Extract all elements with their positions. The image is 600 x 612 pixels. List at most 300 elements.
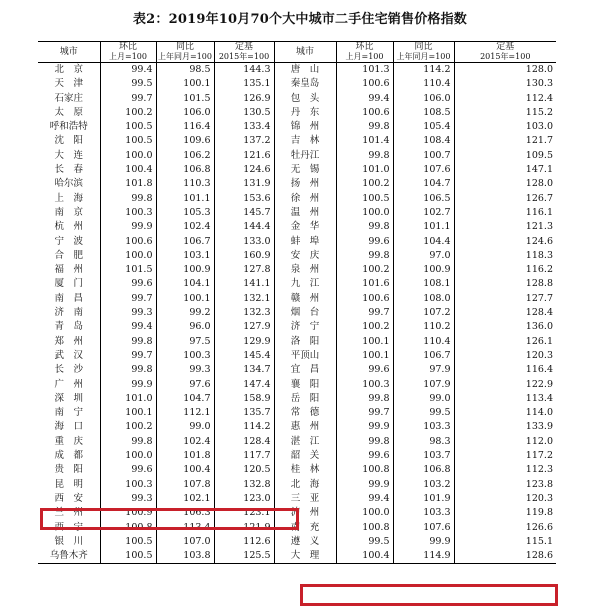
mom-value-right: 100.2: [336, 177, 393, 191]
yoy-value-right: 103.2: [393, 478, 454, 492]
table-row: [38, 277, 556, 291]
city-name-right: 无 锡: [274, 163, 336, 177]
city-name-right: 扬 州: [274, 177, 336, 191]
fixed-value: 160.9: [214, 249, 274, 263]
mom-value-right: 100.2: [336, 263, 393, 277]
city-name: 宁 波: [54, 235, 83, 247]
fixed-value: 130.5: [214, 106, 274, 120]
yoy-value-right: 97.0: [393, 249, 454, 263]
yoy-value-right: 99.9: [393, 535, 454, 549]
mom-value-right: 99.7: [336, 306, 393, 320]
fixed-value-right: 122.9: [454, 378, 556, 392]
city-name: 乌鲁木齐: [38, 549, 100, 564]
fixed-value: 123.0: [214, 492, 274, 506]
city-name: 天 津: [54, 78, 83, 90]
fixed-value-right: 126.6: [454, 521, 556, 535]
table-row: [38, 192, 556, 206]
city-name: 济 南: [54, 307, 83, 319]
fixed-value-right: 120.3: [454, 349, 556, 363]
yoy-value: 104.7: [156, 392, 214, 406]
mom-value: 101.0: [100, 392, 156, 406]
yoy-value: 97.6: [156, 378, 214, 392]
mom-value: 99.8: [100, 192, 156, 206]
mom-value: 99.3: [100, 306, 156, 320]
yoy-value-right: 106.8: [393, 463, 454, 477]
yoy-value: 99.2: [156, 306, 214, 320]
mom-value: 99.9: [100, 378, 156, 392]
mom-value: 99.4: [100, 320, 156, 334]
city-name: 石家庄: [54, 92, 83, 104]
subheader-yoy-right: 上年同月=100: [393, 52, 454, 63]
fixed-value: 132.8: [214, 478, 274, 492]
yoy-value-right: 99.5: [393, 406, 454, 420]
mom-value: 99.8: [100, 435, 156, 449]
yoy-value: 99.0: [156, 420, 214, 434]
city-name-right: 秦皇岛: [274, 77, 336, 91]
fixed-value: 127.8: [214, 263, 274, 277]
yoy-value-right: 103.7: [393, 449, 454, 463]
fixed-value: 134.7: [214, 363, 274, 377]
yoy-value: 104.1: [156, 277, 214, 291]
yoy-value: 101.8: [156, 449, 214, 463]
yoy-value: 99.3: [156, 363, 214, 377]
fixed-value-right: 128.0: [454, 177, 556, 191]
table-row: [38, 92, 556, 106]
mom-value: 99.8: [100, 363, 156, 377]
subheader-fixed-right: 2015年=100: [454, 52, 556, 63]
yoy-value: 100.9: [156, 263, 214, 277]
city-name: 南 昌: [54, 292, 83, 304]
table-row: [38, 149, 556, 163]
fixed-value-right: 120.3: [454, 492, 556, 506]
city-name-right: 岳 阳: [274, 392, 336, 406]
mom-value: 99.3: [100, 492, 156, 506]
city-name-right: 赣 州: [274, 292, 336, 306]
mom-value-right: 100.1: [336, 335, 393, 349]
city-name: 成 都: [54, 450, 83, 462]
city-name: 深 圳: [54, 392, 83, 404]
yoy-value-right: 99.0: [393, 392, 454, 406]
city-name-right: 牡丹江: [274, 149, 336, 163]
city-name-right: 南 充: [274, 521, 336, 535]
fixed-value-right: 116.1: [454, 206, 556, 220]
mom-value: 99.7: [100, 292, 156, 306]
city-name: 杭 州: [54, 221, 83, 233]
header-city-right: 城市: [274, 42, 336, 63]
fixed-value-right: 115.1: [454, 535, 556, 549]
table-row: [38, 235, 556, 249]
fixed-value-right: 103.0: [454, 120, 556, 134]
table-row: [38, 449, 556, 463]
yoy-value-right: 107.2: [393, 306, 454, 320]
table-row: [38, 420, 556, 434]
mom-value-right: 100.2: [336, 320, 393, 334]
mom-value-right: 99.8: [336, 220, 393, 234]
table-row: [38, 492, 556, 506]
fixed-value: 153.6: [214, 192, 274, 206]
mom-value-right: 99.9: [336, 420, 393, 434]
header-mom-right: 环比: [336, 42, 393, 53]
fixed-value: 126.9: [214, 92, 274, 106]
city-name: 南 宁: [54, 407, 83, 419]
fixed-value-right: 112.4: [454, 92, 556, 106]
fixed-value: 141.1: [214, 277, 274, 291]
yoy-value-right: 104.7: [393, 177, 454, 191]
fixed-value: 132.1: [214, 292, 274, 306]
city-name-right: 锦 州: [274, 120, 336, 134]
yoy-value-right: 107.9: [393, 378, 454, 392]
fixed-value-right: 117.2: [454, 449, 556, 463]
mom-value-right: 100.0: [336, 206, 393, 220]
fixed-value: 112.6: [214, 535, 274, 549]
city-name-right: 宜 昌: [274, 363, 336, 377]
table-row: [38, 335, 556, 349]
table-row: [38, 249, 556, 263]
city-name: 西 安: [54, 492, 83, 504]
mom-value: 100.5: [100, 120, 156, 134]
yoy-value-right: 107.6: [393, 163, 454, 177]
city-name-right: 大 理: [274, 549, 336, 564]
header-city: 城市: [38, 42, 100, 63]
table-row: [38, 320, 556, 334]
yoy-value: 103.1: [156, 249, 214, 263]
city-name-right: 遵 义: [274, 535, 336, 549]
mom-value-right: 99.6: [336, 235, 393, 249]
yoy-value-right: 104.4: [393, 235, 454, 249]
yoy-value-right: 102.7: [393, 206, 454, 220]
fixed-value-right: 128.4: [454, 306, 556, 320]
city-name: 昆 明: [54, 478, 83, 490]
fixed-value: 121.9: [214, 521, 274, 535]
fixed-value-right: 126.7: [454, 192, 556, 206]
table-row: [38, 378, 556, 392]
city-name: 长 沙: [54, 364, 83, 376]
city-name-right: 唐 山: [274, 63, 336, 78]
yoy-value-right: 114.2: [393, 63, 454, 78]
mom-value-right: 101.3: [336, 63, 393, 78]
city-name-right: 北 海: [274, 478, 336, 492]
subheader-mom-right: 上月=100: [336, 52, 393, 63]
yoy-value-right: 108.4: [393, 134, 454, 148]
mom-value-right: 99.8: [336, 435, 393, 449]
fixed-value-right: 128.0: [454, 63, 556, 78]
mom-value-right: 99.5: [336, 535, 393, 549]
city-name: 西 宁: [54, 521, 83, 533]
header-row: [38, 42, 556, 53]
mom-value: 100.0: [100, 249, 156, 263]
yoy-value: 102.4: [156, 220, 214, 234]
yoy-value-right: 100.9: [393, 263, 454, 277]
city-name: 银 川: [54, 535, 83, 547]
header-mom: 环比: [100, 42, 156, 53]
fixed-value-right: 121.3: [454, 220, 556, 234]
yoy-value-right: 105.4: [393, 120, 454, 134]
table-row: [38, 463, 556, 477]
fixed-value-right: 118.3: [454, 249, 556, 263]
fixed-value-right: 109.5: [454, 149, 556, 163]
mom-value-right: 99.9: [336, 478, 393, 492]
mom-value-right: 100.8: [336, 521, 393, 535]
city-name-right: 蚌 埠: [274, 235, 336, 249]
fixed-value-right: 114.0: [454, 406, 556, 420]
city-name: 广 州: [54, 378, 83, 390]
yoy-value-right: 103.3: [393, 506, 454, 520]
mom-value: 100.0: [100, 449, 156, 463]
fixed-value-right: 147.1: [454, 163, 556, 177]
yoy-value: 105.3: [156, 206, 214, 220]
mom-value: 100.2: [100, 420, 156, 434]
highlight-kunming: [40, 508, 299, 530]
yoy-value-right: 108.5: [393, 106, 454, 120]
mom-value-right: 100.6: [336, 77, 393, 91]
yoy-value: 106.3: [156, 506, 214, 520]
fixed-value-right: 126.1: [454, 335, 556, 349]
yoy-value-right: 108.0: [393, 292, 454, 306]
mom-value-right: 99.8: [336, 120, 393, 134]
yoy-value: 112.1: [156, 406, 214, 420]
fixed-value: 135.1: [214, 77, 274, 91]
fixed-value-right: 113.4: [454, 392, 556, 406]
yoy-value-right: 106.7: [393, 349, 454, 363]
fixed-value: 158.9: [214, 392, 274, 406]
table-row: [38, 349, 556, 363]
fixed-value: 120.5: [214, 463, 274, 477]
city-name: 青 岛: [54, 321, 83, 333]
fixed-value: 117.7: [214, 449, 274, 463]
yoy-value-right: 110.4: [393, 77, 454, 91]
fixed-value-right: 128.8: [454, 277, 556, 291]
mom-value: 100.6: [100, 235, 156, 249]
table-row: [38, 63, 556, 78]
mom-value-right: 100.6: [336, 106, 393, 120]
table-row: [38, 363, 556, 377]
yoy-value: 102.4: [156, 435, 214, 449]
yoy-value: 100.1: [156, 77, 214, 91]
mom-value: 100.5: [100, 535, 156, 549]
mom-value-right: 99.6: [336, 363, 393, 377]
mom-value: 101.5: [100, 263, 156, 277]
fixed-value-right: 133.9: [454, 420, 556, 434]
table-row: [38, 120, 556, 134]
table-row: [38, 163, 556, 177]
yoy-value-right: 98.3: [393, 435, 454, 449]
yoy-value-right: 107.6: [393, 521, 454, 535]
fixed-value: 131.9: [214, 177, 274, 191]
mom-value-right: 99.7: [336, 406, 393, 420]
city-name-right: 金 华: [274, 220, 336, 234]
city-name: 重 庆: [54, 435, 83, 447]
mom-value: 100.9: [100, 506, 156, 520]
yoy-value-right: 101.1: [393, 220, 454, 234]
yoy-value-right: 97.9: [393, 363, 454, 377]
yoy-value: 113.4: [156, 521, 214, 535]
mom-value-right: 100.0: [336, 506, 393, 520]
yoy-value: 100.3: [156, 349, 214, 363]
fixed-value: 147.4: [214, 378, 274, 392]
city-name-right: 湛 江: [274, 435, 336, 449]
fixed-value: 135.7: [214, 406, 274, 420]
fixed-value: 123.1: [214, 506, 274, 520]
city-name-right: 洛 阳: [274, 335, 336, 349]
fixed-value-right: 115.2: [454, 106, 556, 120]
mom-value-right: 101.4: [336, 134, 393, 148]
yoy-value: 101.5: [156, 92, 214, 106]
yoy-value: 96.0: [156, 320, 214, 334]
city-name: 郑 州: [54, 335, 83, 347]
city-name-right: 九 江: [274, 277, 336, 291]
city-name: 呼和浩特: [49, 121, 88, 133]
fixed-value: 124.6: [214, 163, 274, 177]
city-name: 北 京: [54, 64, 83, 75]
mom-value-right: 99.4: [336, 492, 393, 506]
mom-value-right: 101.0: [336, 163, 393, 177]
city-name-right: 温 州: [274, 206, 336, 220]
yoy-value: 100.4: [156, 463, 214, 477]
table-row: [38, 549, 556, 564]
city-name-right: 泉 州: [274, 263, 336, 277]
city-name: 武 汉: [54, 349, 83, 361]
yoy-value-right: 106.0: [393, 92, 454, 106]
city-name-right: 吉 林: [274, 134, 336, 148]
city-name-right: 包 头: [274, 92, 336, 106]
yoy-value: 102.1: [156, 492, 214, 506]
fixed-value: 127.9: [214, 320, 274, 334]
table-row: [38, 106, 556, 120]
table-row: [38, 206, 556, 220]
header-fixed: 定基: [214, 42, 274, 53]
mom-value: 100.3: [100, 206, 156, 220]
yoy-value: 107.8: [156, 478, 214, 492]
yoy-value: 106.7: [156, 235, 214, 249]
fixed-value: 145.4: [214, 349, 274, 363]
header-yoy: 同比: [156, 42, 214, 53]
fixed-value-right: 128.6: [454, 549, 556, 564]
yoy-value: 97.5: [156, 335, 214, 349]
yoy-value-right: 110.2: [393, 320, 454, 334]
yoy-value-right: 100.7: [393, 149, 454, 163]
subheader-mom: 上月=100: [100, 52, 156, 63]
mom-value: 100.1: [100, 406, 156, 420]
table-title: 表2：2019年10月70个大中城市二手住宅销售价格指数: [132, 12, 467, 27]
yoy-value: 107.0: [156, 535, 214, 549]
mom-value-right: 99.8: [336, 149, 393, 163]
city-name-right: 徐 州: [274, 192, 336, 206]
yoy-value: 106.2: [156, 149, 214, 163]
fixed-value: 114.2: [214, 420, 274, 434]
city-name: 兰 州: [54, 507, 83, 519]
table-row: [38, 535, 556, 549]
city-name: 厦 门: [54, 278, 83, 290]
city-name-right: 烟 台: [274, 306, 336, 320]
fixed-value-right: 136.0: [454, 320, 556, 334]
yoy-value-right: 106.5: [393, 192, 454, 206]
fixed-value-right: 116.4: [454, 363, 556, 377]
mom-value: 99.5: [100, 77, 156, 91]
yoy-value: 103.8: [156, 549, 214, 564]
city-name: 上 海: [54, 192, 83, 204]
table-row: [38, 220, 556, 234]
highlight-dali: [300, 584, 558, 606]
mom-value-right: 101.6: [336, 277, 393, 291]
mom-value-right: 99.8: [336, 392, 393, 406]
city-name-right: 常 德: [274, 406, 336, 420]
fixed-value: 137.2: [214, 134, 274, 148]
mom-value-right: 100.6: [336, 292, 393, 306]
fixed-value-right: 123.8: [454, 478, 556, 492]
city-name-right: 济 宁: [274, 320, 336, 334]
fixed-value: 129.9: [214, 335, 274, 349]
mom-value: 100.2: [100, 106, 156, 120]
mom-value: 100.4: [100, 163, 156, 177]
fixed-value: 133.4: [214, 120, 274, 134]
yoy-value: 106.8: [156, 163, 214, 177]
subheader-yoy: 上年同月=100: [156, 52, 214, 63]
yoy-value-right: 114.9: [393, 549, 454, 564]
fixed-value-right: 127.7: [454, 292, 556, 306]
city-name: 太 原: [54, 106, 83, 118]
city-name-right: 泸 州: [274, 506, 336, 520]
yoy-value: 100.1: [156, 292, 214, 306]
city-name: 长 春: [54, 164, 83, 176]
mom-value: 99.4: [100, 63, 156, 78]
city-name-right: 韶 关: [274, 449, 336, 463]
table-row: [38, 435, 556, 449]
table-row: [38, 177, 556, 191]
yoy-value: 109.6: [156, 134, 214, 148]
price-index-table: [38, 41, 556, 564]
yoy-value-right: 110.4: [393, 335, 454, 349]
header-fixed-right: 定基: [454, 42, 556, 53]
city-name: 贵 阳: [54, 464, 83, 476]
fixed-value-right: 130.3: [454, 77, 556, 91]
mom-value: 100.0: [100, 149, 156, 163]
mom-value: 100.8: [100, 521, 156, 535]
city-name-right: 平顶山: [274, 349, 336, 363]
city-name-right: 惠 州: [274, 420, 336, 434]
fixed-value: 133.0: [214, 235, 274, 249]
fixed-value: 144.4: [214, 220, 274, 234]
fixed-value: 132.3: [214, 306, 274, 320]
mom-value-right: 100.4: [336, 549, 393, 564]
yoy-value-right: 101.9: [393, 492, 454, 506]
table-row: [38, 263, 556, 277]
fixed-value: 144.3: [214, 63, 274, 78]
city-name: 南 京: [54, 206, 83, 218]
mom-value-right: 100.8: [336, 463, 393, 477]
yoy-value: 110.3: [156, 177, 214, 191]
yoy-value: 98.5: [156, 63, 214, 78]
mom-value: 99.7: [100, 92, 156, 106]
mom-value: 99.9: [100, 220, 156, 234]
city-name-right: 襄 阳: [274, 378, 336, 392]
subheader-fixed: 2015年=100: [214, 52, 274, 63]
table-row: [38, 77, 556, 91]
fixed-value: 145.7: [214, 206, 274, 220]
table-row: [38, 392, 556, 406]
city-name: 海 口: [54, 421, 83, 433]
fixed-value-right: 124.6: [454, 235, 556, 249]
mom-value: 100.5: [100, 549, 156, 564]
mom-value-right: 100.3: [336, 378, 393, 392]
city-name-right: 桂 林: [274, 463, 336, 477]
fixed-value-right: 116.2: [454, 263, 556, 277]
table-row: [38, 134, 556, 148]
city-name: 合 肥: [54, 249, 83, 261]
mom-value: 100.5: [100, 134, 156, 148]
table-row: [38, 406, 556, 420]
mom-value: 99.7: [100, 349, 156, 363]
fixed-value-right: 112.3: [454, 463, 556, 477]
